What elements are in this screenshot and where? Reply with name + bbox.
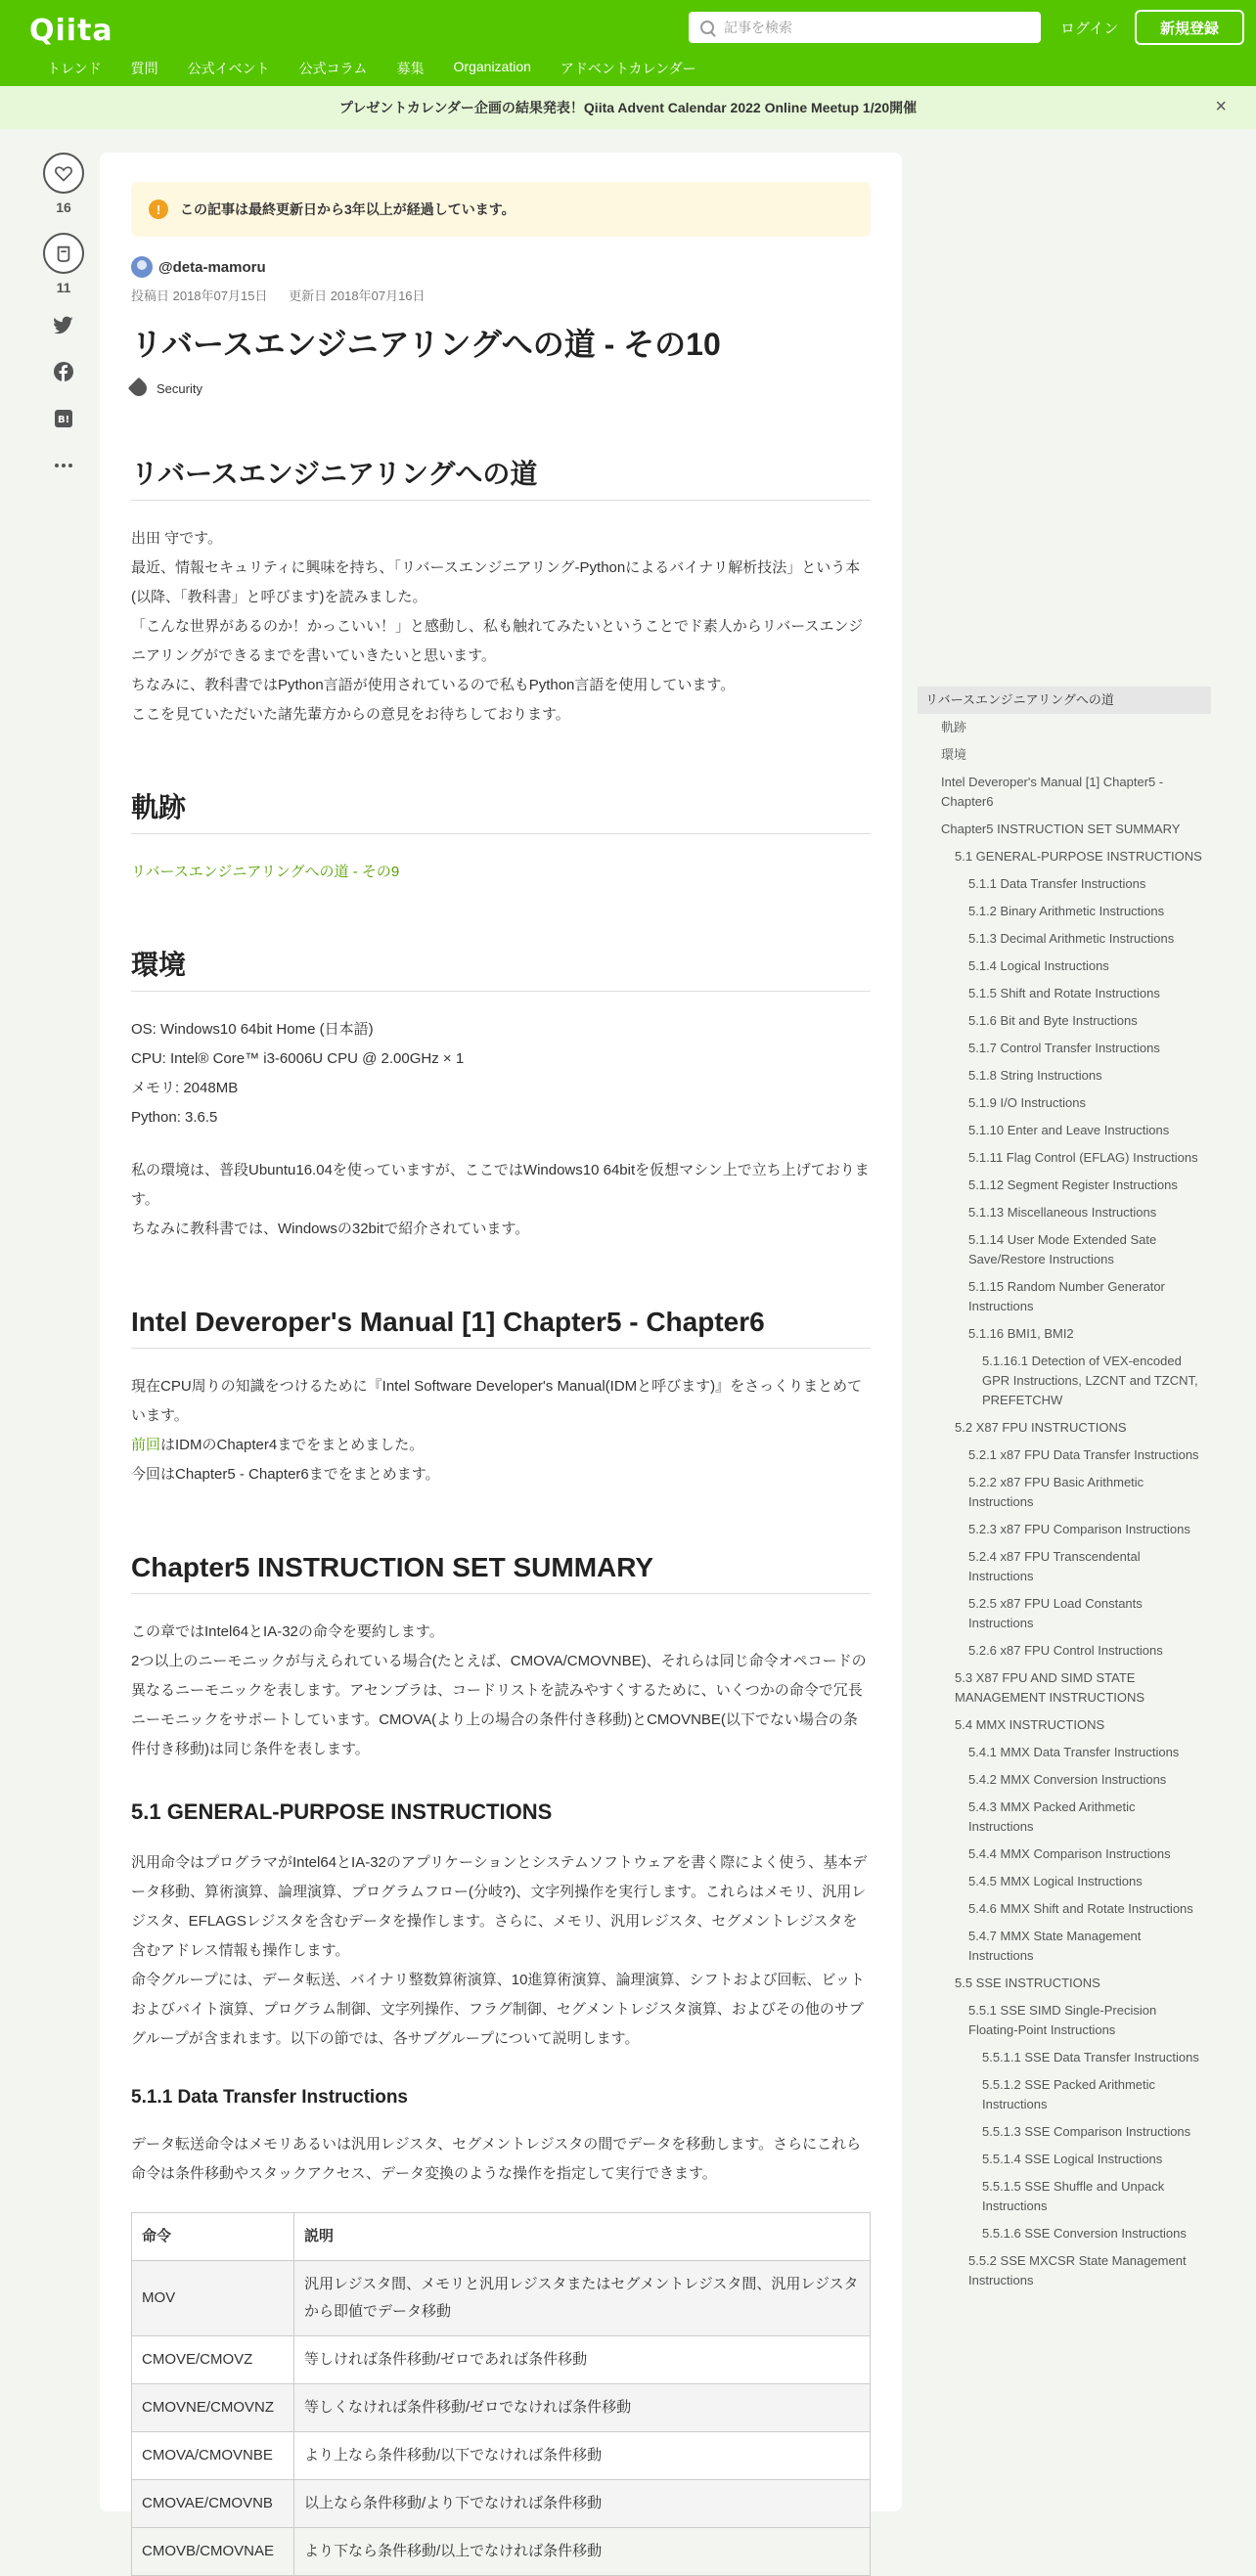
toc-item[interactable]: 5.4.6 MMX Shift and Rotate Instructions [968,1901,1193,1916]
nav-trend[interactable]: トレンド [47,61,102,76]
manual-paragraph [131,1372,871,1489]
toc-item[interactable]: 5.2 X87 FPU INSTRUCTIONS [955,1420,1127,1435]
search-input[interactable] [689,12,1041,43]
table-cell: MOV [132,2261,294,2336]
table-row [132,2432,871,2480]
like-button[interactable] [43,153,84,194]
environment-note [131,1156,871,1244]
nav-organization[interactable]: Organization [453,59,531,74]
text-line: 最近、情報セキュリティに興味を持ち、「リバースエンジニアリング-Pythonによるバイナリ解析技法」という本(以降、「教科書」と呼びます)を読みました。 [131,559,861,605]
table-cell: CMOVNE/CMOVNZ [132,2384,294,2432]
text-line: Python: 3.6.5 [131,1109,218,1126]
text-line: ちなみに、教科書ではPython言語が使用されているので私もPython言語を使用しています。 [131,677,736,693]
table-row [132,2384,871,2432]
toc-item[interactable]: 5.2.1 x87 FPU Data Transfer Instructions [968,1447,1199,1462]
text-line: この章ではIntel64とIA-32の命令を要約します。 [131,1623,444,1640]
stock-button[interactable] [43,233,84,274]
toc-item[interactable]: 5.5.1.5 SSE Shuffle and Unpack Instructions [982,2179,1165,2213]
toc-item[interactable]: 5.4.1 MMX Data Transfer Instructions [968,1745,1180,1759]
table-row [132,2528,871,2576]
outdated-notice [131,182,871,237]
stock-icon [55,244,72,263]
toc-item[interactable]: 5.1.8 String Instructions [968,1068,1102,1083]
facebook-icon [54,362,73,381]
search-icon [700,21,714,34]
text-line: 汎用命令はプログラマがIntel64とIA-32のアプリケーションとシステムソフトウェアを書く際によく使う、基本データ移動、算術演算、論理演算、プログラムフロー(分岐?)、文字列操作を実行します。これらはメモリ、汎用レジスタ、EFLAGSレジスタを含むデータを操作します。さらに、メモリ、汎用レジスタ、セグメントレジスタを含むアドレス情報も操作します。 [131,1854,868,1959]
twitter-icon [54,316,73,333]
facebook-share[interactable] [43,360,84,383]
toc-item[interactable]: 5.1.5 Shift and Rotate Instructions [968,986,1160,1000]
nav-questions[interactable]: 質問 [130,61,158,76]
toc-item[interactable]: リバースエンジニアリングへの道 [918,687,1211,714]
toc-item[interactable]: 環境 [941,747,967,762]
twitter-share[interactable] [43,313,84,336]
text-line: 私の環境は、普段Ubuntu16.04を使っていますが、ここではWindows10 64bitを仮想マシン上で立ち上げております。 [131,1162,870,1208]
toc-item[interactable]: 5.2.3 x87 FPU Comparison Instructions [968,1522,1190,1536]
table-cell: 等しければ条件移動/ゼロであれば条件移動 [294,2336,871,2384]
toc-item[interactable]: 5.5.2 SSE MXCSR State Management Instructions [968,2253,1187,2287]
text-line: ちなみに教科書では、Windowsの32bitで紹介されています。 [131,1221,530,1237]
table-cell: より下なら条件移動/以上でなければ条件移動 [294,2528,871,2576]
table-of-contents [918,687,1211,2294]
tag-security[interactable]: Security [157,380,202,396]
toc-item[interactable]: 5.5.1.3 SSE Comparison Instructions [982,2124,1191,2139]
toc-item[interactable]: 5.4.2 MMX Conversion Instructions [968,1772,1167,1787]
toc-item[interactable]: 5.1.14 User Mode Extended Sate Save/Restore Instructions [968,1232,1157,1266]
text-line: 「こんな世界があるのか！かっこいい！」と感動し、私も触れてみたいということでド素人からリバースエンジニアリングができるまでを書いていきたいと思います。 [131,618,864,664]
text-line [131,1431,871,1460]
summary-paragraph [131,1618,871,1764]
table-cell: CMOVE/CMOVZ [132,2336,294,2384]
announcement-banner[interactable] [0,86,1256,129]
text-line: 現在CPU周りの知識をつけるために『Intel Software Developer's Manual(IDMと呼びます)』をさっくりまとめています。 [131,1378,863,1424]
toc-item[interactable]: 5.5.1 SSE SIMD Single-Precision Floating-Point Instructions [968,2003,1157,2037]
toc-item[interactable]: 5.4 MMX INSTRUCTIONS [955,1717,1105,1732]
login-link[interactable]: ログイン [1060,21,1119,37]
intro-paragraph [131,524,871,730]
data-transfer-paragraph: データ転送命令はメモリあるいは汎用レジスタ、セグメントレジスタの間でデータを移動します。さらにこれら命令は条件移動やスタックアクセス、データ変換のような操作を指定して実行できます。 [131,2136,862,2182]
toc-item[interactable]: 5.1.4 Logical Instructions [968,958,1109,973]
text-line: メモリ: 2048MB [131,1080,239,1096]
more-options[interactable] [43,454,84,477]
section-heading: 軌跡 [131,788,871,834]
column-header: 説明 [294,2213,871,2261]
table-header-row [132,2213,871,2261]
text-line: 命令グループには、データ転送、バイナリ整数算術演算、10進算術演算、論理演算、シフトおよび回転、ビットおよびバイト演算、プログラム制御、文字列操作、フラグ制御、セグメントレジスタ演算、およびその他のサブグループが含まれます。以下の節では、各サブグループについて説明します。 [131,1972,865,2047]
table-row [132,2261,871,2336]
text-line: 出田 守です。 [131,530,222,547]
toc-item[interactable]: 5.4.7 MMX State Management Instructions [968,1929,1142,1963]
article-title: リバースエンジニアリングへの道 - その10 [131,327,721,362]
toc-item[interactable]: 5.4.5 MMX Logical Instructions [968,1874,1143,1888]
notice-text: この記事は最終更新日から3年以上が経過しています。 [180,201,516,217]
toc-item[interactable]: 5.2.6 x87 FPU Control Instructions [968,1643,1163,1658]
toc-item[interactable]: Chapter5 INSTRUCTION SET SUMMARY [941,822,1181,836]
toc-item[interactable]: 5.2.5 x87 FPU Load Constants Instructions [968,1596,1143,1630]
search-placeholder: 記事を検索 [724,20,792,35]
toc-item[interactable]: 5.1.12 Segment Register Instructions [968,1177,1178,1192]
author-name[interactable]: @deta-mamoru [158,258,266,276]
toc-item[interactable]: 5.1.6 Bit and Byte Instructions [968,1013,1138,1028]
text-fragment: はIDMのChapter4までをまとめました。 [160,1437,425,1453]
stock-count: 11 [56,280,71,295]
author[interactable] [131,256,871,278]
svg-text:B!: B! [58,415,70,425]
toc-item[interactable]: 5.5.1.4 SSE Logical Instructions [982,2152,1163,2166]
article [100,153,902,2559]
table-row [132,2336,871,2384]
toc-item[interactable]: 5.4.4 MMX Comparison Instructions [968,1846,1171,1861]
text-line: 今回はChapter5 - Chapter6までをまとめます。 [131,1466,440,1483]
toc-item[interactable]: 5.1.10 Enter and Leave Instructions [968,1123,1170,1137]
global-header [0,0,1256,86]
tag-icon [128,378,151,400]
toc-item[interactable]: 5.4.3 MMX Packed Arithmetic Instructions [968,1799,1136,1834]
text-line: OS: Windows10 64bit Home (日本語) [131,1021,374,1038]
toc-item[interactable]: 5.5 SSE INSTRUCTIONS [955,1976,1100,1990]
nav-advent-calendar[interactable]: アドベントカレンダー [560,61,696,76]
toc-item[interactable]: 5.1.1 Data Transfer Instructions [968,876,1146,891]
previous-article-link[interactable]: リバースエンジニアリングへの道 - その9 [131,864,400,880]
section-heading: リバースエンジニアリングへの道 [131,455,871,501]
avatar[interactable] [131,256,153,278]
like-count: 16 [56,200,71,215]
toc-item[interactable]: 5.1.2 Binary Arithmetic Instructions [968,904,1165,918]
toc-item[interactable]: 5.1.11 Flag Control (EFLAG) Instructions [968,1150,1198,1165]
hatena-bookmark-share[interactable] [43,407,84,430]
environment-list [131,1015,871,1133]
table-cell: 以上なら条件移動/より下でなければ条件移動 [294,2480,871,2528]
article-actions [43,153,84,501]
signup-button[interactable]: 新規登録 [1135,10,1244,45]
toc-item[interactable]: 軌跡 [941,720,967,734]
instruction-table [131,2212,871,2576]
tag-list [131,380,871,396]
table-cell: より上なら条件移動/以下でなければ条件移動 [294,2432,871,2480]
toc-item[interactable]: 5.1.3 Decimal Arithmetic Instructions [968,931,1175,946]
article-dates [131,286,871,304]
table-cell: 汎用レジスタ間、メモリと汎用レジスタまたはセグメントレジスタ間、汎用レジスタから即値でデータ移動 [294,2261,871,2336]
toc-item[interactable]: 5.1 GENERAL-PURPOSE INSTRUCTIONS [955,849,1202,864]
toc-item[interactable]: 5.3 X87 FPU AND SIMD STATE MANAGEMENT INSTRUCTIONS [955,1670,1145,1705]
toc-item[interactable]: 5.1.16.1 Detection of VEX-encoded GPR Instructions, LZCNT and TZCNT, PREFETCHW [982,1354,1198,1407]
toc-item[interactable]: 5.1.13 Miscellaneous Instructions [968,1205,1157,1220]
toc-item[interactable]: 5.5.1.2 SSE Packed Arithmetic Instructions [982,2077,1156,2111]
subsubsection-heading: 5.1.1 Data Transfer Instructions [131,2087,408,2108]
subsection-heading: 5.1 GENERAL-PURPOSE INSTRUCTIONS [131,1799,553,1824]
qiita-logo[interactable]: Qiita [29,14,113,48]
toc-item[interactable]: 5.2.2 x87 FPU Basic Arithmetic Instructions [968,1475,1144,1509]
posted-date: 投稿日 2018年07月15日 [131,289,268,303]
more-dots-icon [54,463,73,468]
nav-columns[interactable]: 公式コラム [298,61,368,76]
table-cell: CMOVAE/CMOVNB [132,2480,294,2528]
global-nav [47,59,726,78]
text-line: ここを見ていただいた諸先輩方からの意見をお待ちしております。 [131,706,570,723]
nav-recruit[interactable]: 募集 [396,61,425,76]
table-cell: CMOVA/CMOVNBE [132,2432,294,2480]
toc-item[interactable]: 5.5.1.6 SSE Conversion Instructions [982,2226,1187,2241]
general-purpose-paragraph [131,1848,871,2054]
nav-events[interactable]: 公式イベント [187,61,270,76]
close-icon[interactable]: × [1215,96,1227,117]
text-line: 2つ以上のニーモニックが与えられている場合(たとえば、CMOVA/CMOVNBE)、それらは同じ命令オペコードの異なるニーモニックを表します。アセンブラは、コードリストを読みやすくするために、いくつかの命令で冗長ニーモニックをサポートしています。CMOVA(より上の場合の条件付き移動)とCMOVNBE(以下でない場合の条件付き移動)は同じ条件を表します。 [131,1653,867,1757]
text-line: CPU: Intel® Core™ i3-6006U CPU @ 2.00GHz × 1 [131,1050,465,1067]
toc-item[interactable]: Intel Deveroper's Manual [1] Chapter5 - Chapter6 [941,775,1164,809]
banner-text[interactable]: プレゼントカレンダー企画の結果発表！Qiita Advent Calendar 2022 Online Meetup 1/20開催 [338,100,918,115]
hatena-icon [55,410,72,427]
table-row [132,2480,871,2528]
toc-item[interactable]: 5.5.1.1 SSE Data Transfer Instructions [982,2050,1199,2065]
toc-item[interactable]: 5.1.16 BMI1, BMI2 [968,1326,1074,1341]
previous-link[interactable]: 前回 [131,1437,161,1453]
toc-item[interactable]: 5.2.4 x87 FPU Transcendental Instructions [968,1549,1141,1583]
section-heading: 環境 [131,946,871,992]
section-heading: Intel Deveroper's Manual [1] Chapter5 - Chapter6 [131,1303,871,1349]
table-cell: CMOVB/CMOVNAE [132,2528,294,2576]
toc-item[interactable]: 5.1.9 I/O Instructions [968,1095,1086,1110]
column-header: 命令 [132,2213,294,2261]
section-heading: Chapter5 INSTRUCTION SET SUMMARY [131,1548,871,1594]
info-icon: ! [149,200,168,219]
heart-icon [54,163,73,183]
toc-item[interactable]: 5.1.7 Control Transfer Instructions [968,1041,1160,1055]
updated-date: 更新日 2018年07月16日 [289,289,426,303]
toc-item[interactable]: 5.1.15 Random Number Generator Instructions [968,1279,1165,1313]
table-cell: 等しくなければ条件移動/ゼロでなければ条件移動 [294,2384,871,2432]
article-body [131,455,871,2576]
